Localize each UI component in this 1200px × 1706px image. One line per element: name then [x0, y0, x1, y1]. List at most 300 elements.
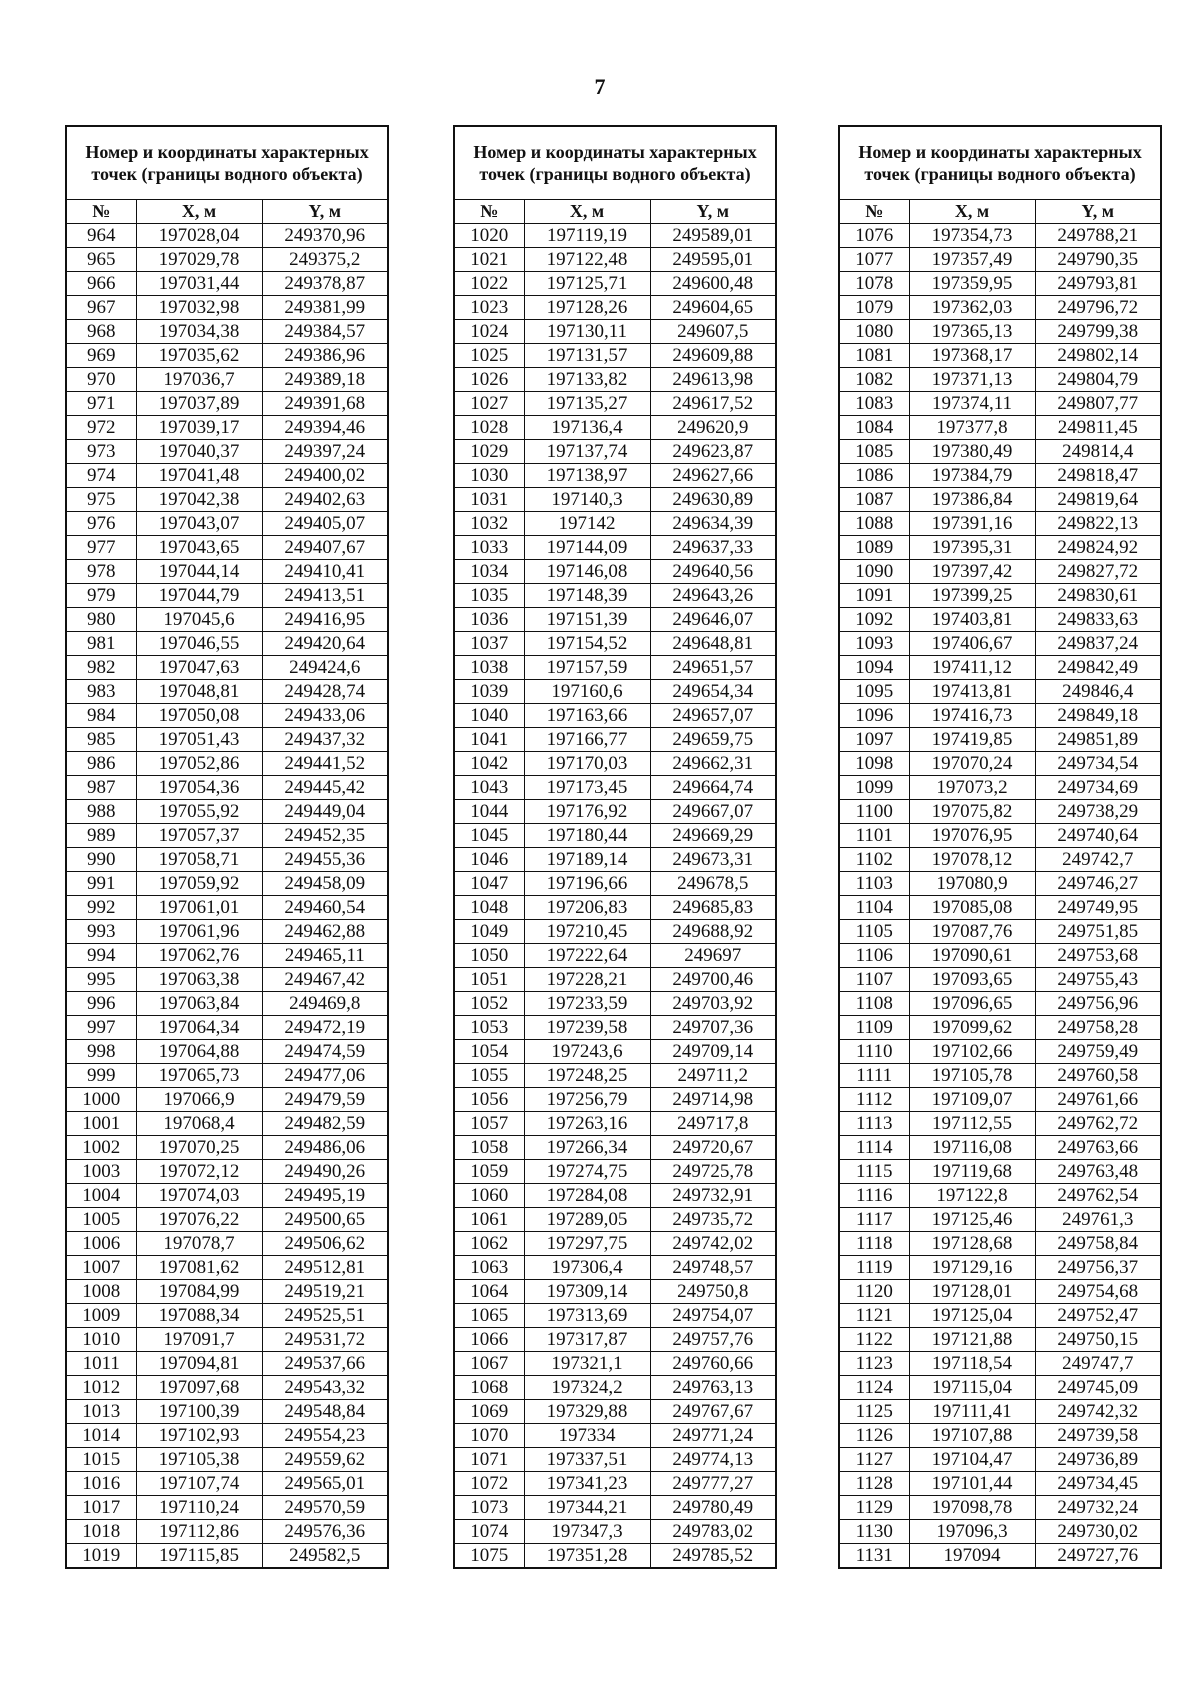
- x-coordinate-cell: 197386,84: [909, 488, 1035, 512]
- table-row: [839, 824, 1161, 848]
- y-coordinate-cell: 249559,62: [262, 1448, 388, 1472]
- point-number-cell: 1033: [454, 536, 524, 560]
- point-number-cell: 982: [66, 656, 136, 680]
- y-coordinate-cell: 249796,72: [1035, 296, 1161, 320]
- table-row: [454, 1256, 776, 1280]
- x-coordinate-cell: 197064,34: [136, 1016, 262, 1040]
- point-number-cell: 1010: [66, 1328, 136, 1352]
- y-coordinate-cell: 249445,42: [262, 776, 388, 800]
- y-coordinate-cell: 249763,66: [1035, 1136, 1161, 1160]
- x-coordinate-cell: 197324,2: [524, 1376, 650, 1400]
- table-row: [454, 1160, 776, 1184]
- table-row: [66, 320, 388, 344]
- y-coordinate-cell: 249758,84: [1035, 1232, 1161, 1256]
- point-number-cell: 1046: [454, 848, 524, 872]
- point-number-cell: 1032: [454, 512, 524, 536]
- y-coordinate-cell: 249389,18: [262, 368, 388, 392]
- coordinates-table-1: [65, 125, 389, 1569]
- y-coordinate-cell: 249833,63: [1035, 608, 1161, 632]
- point-number-cell: 1111: [839, 1064, 909, 1088]
- x-coordinate-cell: 197347,3: [524, 1520, 650, 1544]
- point-number-cell: 969: [66, 344, 136, 368]
- x-coordinate-cell: 197239,58: [524, 1016, 650, 1040]
- x-coordinate-cell: 197102,66: [909, 1040, 1035, 1064]
- table-row: [454, 752, 776, 776]
- y-coordinate-cell: 249477,06: [262, 1064, 388, 1088]
- y-coordinate-cell: 249849,18: [1035, 704, 1161, 728]
- table-row: [66, 248, 388, 272]
- x-coordinate-cell: 197041,48: [136, 464, 262, 488]
- point-number-cell: 1044: [454, 800, 524, 824]
- point-number-cell: 1063: [454, 1256, 524, 1280]
- table-row: [839, 656, 1161, 680]
- x-coordinate-cell: 197163,66: [524, 704, 650, 728]
- table-row: [839, 944, 1161, 968]
- point-number-cell: 973: [66, 440, 136, 464]
- point-number-cell: 966: [66, 272, 136, 296]
- table-row: [454, 440, 776, 464]
- y-coordinate-cell: 249410,41: [262, 560, 388, 584]
- point-number-cell: 1026: [454, 368, 524, 392]
- table-row: [839, 800, 1161, 824]
- x-coordinate-cell: 197357,49: [909, 248, 1035, 272]
- y-coordinate-cell: 249391,68: [262, 392, 388, 416]
- y-coordinate-cell: 249543,32: [262, 1376, 388, 1400]
- point-number-cell: 1081: [839, 344, 909, 368]
- point-number-cell: 994: [66, 944, 136, 968]
- y-coordinate-cell: 249807,77: [1035, 392, 1161, 416]
- table-row: [454, 968, 776, 992]
- table-row: [66, 1496, 388, 1520]
- table-row: [66, 728, 388, 752]
- point-number-cell: 971: [66, 392, 136, 416]
- y-coordinate-cell: 249685,83: [650, 896, 776, 920]
- point-number-cell: 1019: [66, 1544, 136, 1569]
- table-row: [66, 1256, 388, 1280]
- point-number-cell: 1079: [839, 296, 909, 320]
- table-row: [454, 1424, 776, 1448]
- point-number-cell: 1131: [839, 1544, 909, 1569]
- y-coordinate-cell: 249378,87: [262, 272, 388, 296]
- x-coordinate-cell: 197064,88: [136, 1040, 262, 1064]
- x-coordinate-cell: 197160,6: [524, 680, 650, 704]
- table-row: [839, 632, 1161, 656]
- point-number-cell: 1066: [454, 1328, 524, 1352]
- point-number-cell: 974: [66, 464, 136, 488]
- point-number-cell: 1036: [454, 608, 524, 632]
- table-row: [454, 800, 776, 824]
- table-row: [839, 272, 1161, 296]
- x-coordinate-cell: 197037,89: [136, 392, 262, 416]
- point-number-cell: 1069: [454, 1400, 524, 1424]
- point-number-cell: 1088: [839, 512, 909, 536]
- x-coordinate-cell: 197136,4: [524, 416, 650, 440]
- y-coordinate-cell: 249753,68: [1035, 944, 1161, 968]
- table-row: [454, 1208, 776, 1232]
- x-coordinate-cell: 197122,48: [524, 248, 650, 272]
- table-row: [839, 1256, 1161, 1280]
- x-coordinate-cell: 197100,39: [136, 1400, 262, 1424]
- point-number-cell: 1050: [454, 944, 524, 968]
- x-coordinate-cell: 197061,01: [136, 896, 262, 920]
- table-row: [66, 776, 388, 800]
- x-coordinate-cell: 197380,49: [909, 440, 1035, 464]
- point-number-cell: 1018: [66, 1520, 136, 1544]
- coordinates-table-3: [838, 125, 1162, 1569]
- table-row: [66, 680, 388, 704]
- y-coordinate-cell: 249785,52: [650, 1544, 776, 1569]
- table-row: [454, 1232, 776, 1256]
- table-row: [839, 776, 1161, 800]
- table-row: [839, 1016, 1161, 1040]
- point-number-cell: 1012: [66, 1376, 136, 1400]
- x-coordinate-cell: 197105,78: [909, 1064, 1035, 1088]
- point-number-cell: 1039: [454, 680, 524, 704]
- y-coordinate-cell: 249767,67: [650, 1400, 776, 1424]
- table-row: [454, 560, 776, 584]
- y-coordinate-cell: 249576,36: [262, 1520, 388, 1544]
- x-coordinate-cell: 197309,14: [524, 1280, 650, 1304]
- point-number-cell: 1029: [454, 440, 524, 464]
- x-coordinate-cell: 197087,76: [909, 920, 1035, 944]
- x-coordinate-cell: 197266,34: [524, 1136, 650, 1160]
- column-header-number: №: [454, 200, 524, 224]
- table-row: [454, 224, 776, 248]
- table-row: [454, 464, 776, 488]
- y-coordinate-cell: 249490,26: [262, 1160, 388, 1184]
- table-row: [839, 1424, 1161, 1448]
- y-coordinate-cell: 249375,2: [262, 248, 388, 272]
- y-coordinate-cell: 249759,49: [1035, 1040, 1161, 1064]
- table-row: [66, 1376, 388, 1400]
- point-number-cell: 1122: [839, 1328, 909, 1352]
- point-number-cell: 1086: [839, 464, 909, 488]
- y-coordinate-cell: 249664,74: [650, 776, 776, 800]
- table-row: [839, 248, 1161, 272]
- table-row: [839, 1184, 1161, 1208]
- table-row: [839, 848, 1161, 872]
- point-number-cell: 1048: [454, 896, 524, 920]
- y-coordinate-cell: 249455,36: [262, 848, 388, 872]
- x-coordinate-cell: 197397,42: [909, 560, 1035, 584]
- x-coordinate-cell: 197189,14: [524, 848, 650, 872]
- x-coordinate-cell: 197359,95: [909, 272, 1035, 296]
- table-row: [66, 1472, 388, 1496]
- x-coordinate-cell: 197078,7: [136, 1232, 262, 1256]
- point-number-cell: 1028: [454, 416, 524, 440]
- x-coordinate-cell: 197119,19: [524, 224, 650, 248]
- table-row: [839, 1088, 1161, 1112]
- table-row: [66, 944, 388, 968]
- y-coordinate-cell: 249570,59: [262, 1496, 388, 1520]
- x-coordinate-cell: 197072,12: [136, 1160, 262, 1184]
- y-coordinate-cell: 249506,62: [262, 1232, 388, 1256]
- table-row: [454, 1136, 776, 1160]
- y-coordinate-cell: 249402,63: [262, 488, 388, 512]
- y-coordinate-cell: 249700,46: [650, 968, 776, 992]
- y-coordinate-cell: 249640,56: [650, 560, 776, 584]
- point-number-cell: 1007: [66, 1256, 136, 1280]
- point-number-cell: 970: [66, 368, 136, 392]
- x-coordinate-cell: 197406,67: [909, 632, 1035, 656]
- point-number-cell: 1059: [454, 1160, 524, 1184]
- table-row: [66, 392, 388, 416]
- y-coordinate-cell: 249669,29: [650, 824, 776, 848]
- point-number-cell: 1068: [454, 1376, 524, 1400]
- x-coordinate-cell: 197080,9: [909, 872, 1035, 896]
- x-coordinate-cell: 197076,95: [909, 824, 1035, 848]
- table-row: [66, 632, 388, 656]
- y-coordinate-cell: 249763,13: [650, 1376, 776, 1400]
- table-row: [66, 1280, 388, 1304]
- x-coordinate-cell: 197329,88: [524, 1400, 650, 1424]
- x-coordinate-cell: 197170,03: [524, 752, 650, 776]
- column-header-x: X, м: [524, 200, 650, 224]
- x-coordinate-cell: 197403,81: [909, 608, 1035, 632]
- point-number-cell: 1100: [839, 800, 909, 824]
- table-row: [454, 1088, 776, 1112]
- y-coordinate-cell: 249548,84: [262, 1400, 388, 1424]
- y-coordinate-cell: 249837,24: [1035, 632, 1161, 656]
- y-coordinate-cell: 249819,64: [1035, 488, 1161, 512]
- table-row: [839, 368, 1161, 392]
- point-number-cell: 1009: [66, 1304, 136, 1328]
- y-coordinate-cell: 249751,85: [1035, 920, 1161, 944]
- table-row: [839, 1064, 1161, 1088]
- y-coordinate-cell: 249613,98: [650, 368, 776, 392]
- point-number-cell: 1040: [454, 704, 524, 728]
- y-coordinate-cell: 249437,32: [262, 728, 388, 752]
- point-number-cell: 985: [66, 728, 136, 752]
- column-header-x: X, м: [136, 200, 262, 224]
- y-coordinate-cell: 249717,8: [650, 1112, 776, 1136]
- x-coordinate-cell: 197133,82: [524, 368, 650, 392]
- x-coordinate-cell: 197076,22: [136, 1208, 262, 1232]
- x-coordinate-cell: 197419,85: [909, 728, 1035, 752]
- table-row: [839, 1352, 1161, 1376]
- x-coordinate-cell: 197031,44: [136, 272, 262, 296]
- x-coordinate-cell: 197119,68: [909, 1160, 1035, 1184]
- point-number-cell: 1057: [454, 1112, 524, 1136]
- y-coordinate-cell: 249654,34: [650, 680, 776, 704]
- y-coordinate-cell: 249762,72: [1035, 1112, 1161, 1136]
- point-number-cell: 1005: [66, 1208, 136, 1232]
- x-coordinate-cell: 197052,86: [136, 752, 262, 776]
- x-coordinate-cell: 197101,44: [909, 1472, 1035, 1496]
- x-coordinate-cell: 197140,3: [524, 488, 650, 512]
- x-coordinate-cell: 197148,39: [524, 584, 650, 608]
- y-coordinate-cell: 249720,67: [650, 1136, 776, 1160]
- point-number-cell: 1021: [454, 248, 524, 272]
- x-coordinate-cell: 197043,65: [136, 536, 262, 560]
- point-number-cell: 1054: [454, 1040, 524, 1064]
- y-coordinate-cell: 249678,5: [650, 872, 776, 896]
- point-number-cell: 1085: [839, 440, 909, 464]
- y-coordinate-cell: 249703,92: [650, 992, 776, 1016]
- point-number-cell: 1092: [839, 608, 909, 632]
- x-coordinate-cell: 197102,93: [136, 1424, 262, 1448]
- table-row: [454, 1184, 776, 1208]
- table-row: [66, 824, 388, 848]
- y-coordinate-cell: 249449,04: [262, 800, 388, 824]
- y-coordinate-cell: 249531,72: [262, 1328, 388, 1352]
- x-coordinate-cell: 197034,38: [136, 320, 262, 344]
- page-number: 7: [594, 74, 606, 99]
- point-number-cell: 1124: [839, 1376, 909, 1400]
- point-number-cell: 1024: [454, 320, 524, 344]
- point-number-cell: 1129: [839, 1496, 909, 1520]
- y-coordinate-cell: 249381,99: [262, 296, 388, 320]
- y-coordinate-cell: 249804,79: [1035, 368, 1161, 392]
- y-coordinate-cell: 249714,98: [650, 1088, 776, 1112]
- y-coordinate-cell: 249763,48: [1035, 1160, 1161, 1184]
- point-number-cell: 1002: [66, 1136, 136, 1160]
- point-number-cell: 1004: [66, 1184, 136, 1208]
- table-row: [454, 896, 776, 920]
- table-row: [66, 1328, 388, 1352]
- column-header-y: Y, м: [262, 200, 388, 224]
- point-number-cell: 1113: [839, 1112, 909, 1136]
- x-coordinate-cell: 197125,04: [909, 1304, 1035, 1328]
- x-coordinate-cell: 197074,03: [136, 1184, 262, 1208]
- table-row: [839, 1208, 1161, 1232]
- point-number-cell: 1022: [454, 272, 524, 296]
- y-coordinate-cell: 249648,81: [650, 632, 776, 656]
- x-coordinate-cell: 197384,79: [909, 464, 1035, 488]
- point-number-cell: 1112: [839, 1088, 909, 1112]
- x-coordinate-cell: 197289,05: [524, 1208, 650, 1232]
- point-number-cell: 1035: [454, 584, 524, 608]
- y-coordinate-cell: 249662,31: [650, 752, 776, 776]
- table-row: [839, 1160, 1161, 1184]
- point-number-cell: 975: [66, 488, 136, 512]
- y-coordinate-cell: 249623,87: [650, 440, 776, 464]
- point-number-cell: 1074: [454, 1520, 524, 1544]
- y-coordinate-cell: 249479,59: [262, 1088, 388, 1112]
- point-number-cell: 1031: [454, 488, 524, 512]
- table-row: [454, 1304, 776, 1328]
- table-row: [839, 488, 1161, 512]
- point-number-cell: 1056: [454, 1088, 524, 1112]
- table-row: [839, 584, 1161, 608]
- point-number-cell: 968: [66, 320, 136, 344]
- point-number-cell: 1020: [454, 224, 524, 248]
- y-coordinate-cell: 249433,06: [262, 704, 388, 728]
- point-number-cell: 1110: [839, 1040, 909, 1064]
- table-row: [66, 608, 388, 632]
- point-number-cell: 990: [66, 848, 136, 872]
- x-coordinate-cell: 197044,79: [136, 584, 262, 608]
- x-coordinate-cell: 197297,75: [524, 1232, 650, 1256]
- y-coordinate-cell: 249761,66: [1035, 1088, 1161, 1112]
- point-number-cell: 1105: [839, 920, 909, 944]
- y-coordinate-cell: 249525,51: [262, 1304, 388, 1328]
- table-row: [66, 512, 388, 536]
- y-coordinate-cell: 249386,96: [262, 344, 388, 368]
- point-number-cell: 1102: [839, 848, 909, 872]
- y-coordinate-cell: 249738,29: [1035, 800, 1161, 824]
- table-row: [839, 464, 1161, 488]
- y-coordinate-cell: 249595,01: [650, 248, 776, 272]
- column-header-number: №: [66, 200, 136, 224]
- x-coordinate-cell: 197104,47: [909, 1448, 1035, 1472]
- x-coordinate-cell: 197057,37: [136, 824, 262, 848]
- table-row: [839, 1400, 1161, 1424]
- x-coordinate-cell: 197284,08: [524, 1184, 650, 1208]
- x-coordinate-cell: 197362,03: [909, 296, 1035, 320]
- x-coordinate-cell: 197055,92: [136, 800, 262, 824]
- x-coordinate-cell: 197084,99: [136, 1280, 262, 1304]
- table-row: [454, 1280, 776, 1304]
- x-coordinate-cell: 197321,1: [524, 1352, 650, 1376]
- x-coordinate-cell: 197094,81: [136, 1352, 262, 1376]
- y-coordinate-cell: 249428,74: [262, 680, 388, 704]
- table-row: [454, 488, 776, 512]
- y-coordinate-cell: 249827,72: [1035, 560, 1161, 584]
- y-coordinate-cell: 249761,3: [1035, 1208, 1161, 1232]
- point-number-cell: 1109: [839, 1016, 909, 1040]
- table-row: [839, 1136, 1161, 1160]
- y-coordinate-cell: 249604,65: [650, 296, 776, 320]
- y-coordinate-cell: 249460,54: [262, 896, 388, 920]
- x-coordinate-cell: 197047,63: [136, 656, 262, 680]
- x-coordinate-cell: 197334: [524, 1424, 650, 1448]
- point-number-cell: 1099: [839, 776, 909, 800]
- table-row: [66, 1424, 388, 1448]
- y-coordinate-cell: 249589,01: [650, 224, 776, 248]
- table-row: [66, 1016, 388, 1040]
- y-coordinate-cell: 249495,19: [262, 1184, 388, 1208]
- table-row: [454, 1040, 776, 1064]
- y-coordinate-cell: 249725,78: [650, 1160, 776, 1184]
- point-number-cell: 1072: [454, 1472, 524, 1496]
- point-number-cell: 987: [66, 776, 136, 800]
- x-coordinate-cell: 197125,46: [909, 1208, 1035, 1232]
- x-coordinate-cell: 197146,08: [524, 560, 650, 584]
- x-coordinate-cell: 197094: [909, 1544, 1035, 1569]
- table-row: [66, 344, 388, 368]
- y-coordinate-cell: 249754,68: [1035, 1280, 1161, 1304]
- x-coordinate-cell: 197313,69: [524, 1304, 650, 1328]
- x-coordinate-cell: 197125,71: [524, 272, 650, 296]
- y-coordinate-cell: 249420,64: [262, 632, 388, 656]
- point-number-cell: 1119: [839, 1256, 909, 1280]
- x-coordinate-cell: 197128,01: [909, 1280, 1035, 1304]
- point-number-cell: 1006: [66, 1232, 136, 1256]
- y-coordinate-cell: 249617,52: [650, 392, 776, 416]
- table-row: [454, 824, 776, 848]
- x-coordinate-cell: 197109,07: [909, 1088, 1035, 1112]
- table-row: [66, 464, 388, 488]
- y-coordinate-cell: 249472,19: [262, 1016, 388, 1040]
- x-coordinate-cell: 197054,36: [136, 776, 262, 800]
- x-coordinate-cell: 197059,92: [136, 872, 262, 896]
- y-coordinate-cell: 249822,13: [1035, 512, 1161, 536]
- y-coordinate-cell: 249788,21: [1035, 224, 1161, 248]
- x-coordinate-cell: 197248,25: [524, 1064, 650, 1088]
- point-number-cell: 972: [66, 416, 136, 440]
- column-header-y: Y, м: [650, 200, 776, 224]
- table-row: [66, 752, 388, 776]
- y-coordinate-cell: 249755,43: [1035, 968, 1161, 992]
- x-coordinate-cell: 197040,37: [136, 440, 262, 464]
- y-coordinate-cell: 249734,45: [1035, 1472, 1161, 1496]
- table-row: [454, 776, 776, 800]
- y-coordinate-cell: 249582,5: [262, 1544, 388, 1569]
- x-coordinate-cell: 197098,78: [909, 1496, 1035, 1520]
- x-coordinate-cell: 197122,8: [909, 1184, 1035, 1208]
- y-coordinate-cell: 249407,67: [262, 536, 388, 560]
